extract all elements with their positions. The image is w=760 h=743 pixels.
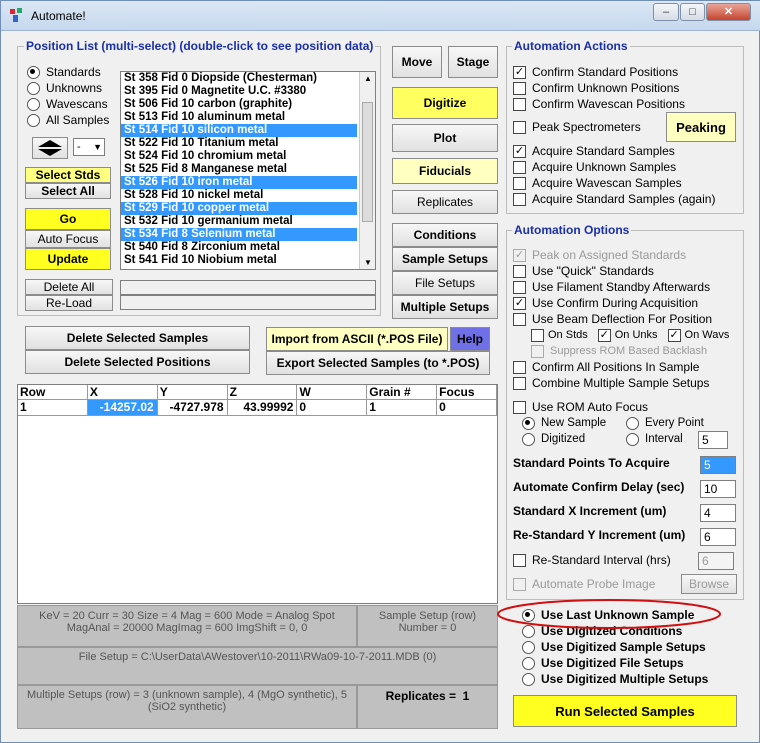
go-button[interactable]: Go [25, 208, 111, 230]
cell-focus[interactable]: 0 [437, 400, 497, 415]
minimize-icon[interactable]: – [653, 3, 679, 21]
std-x-field[interactable]: 4 [700, 504, 736, 522]
list-item[interactable]: St 358 Fid 0 Diopside (Chesterman) [124, 72, 317, 84]
acquire-checks [513, 143, 715, 207]
update-button[interactable]: Update [25, 248, 111, 270]
col-x-header: X [88, 385, 158, 399]
grid-header [18, 385, 497, 400]
cell-w[interactable]: 0 [297, 400, 367, 415]
use-digitized-conditions[interactable]: Use Digitized Conditions [522, 623, 708, 639]
run-selected-samples-button[interactable]: Run Selected Samples [513, 695, 737, 727]
radio-unknowns[interactable]: Unknowns [27, 80, 109, 96]
select-all-button[interactable]: Select All [25, 183, 111, 199]
checkbox[interactable] [513, 121, 526, 134]
list-item[interactable]: St 524 Fid 10 chromium metal [124, 150, 287, 162]
position-list-title: Position List (multi-select) (double-click to see position data) [26, 39, 374, 53]
list-item[interactable]: St 395 Fid 0 Magnetite U.C. #3380 [124, 85, 307, 97]
spin-arrows-button[interactable] [32, 137, 68, 159]
use-digitized-file-setups[interactable]: Use Digitized File Setups [522, 655, 708, 671]
multiple-setups-info: Multiple Setups (row) = 3 (unknown sample), 4 (MgO synthetic), 5 (SiO2 synthetic) [17, 685, 357, 729]
list-item[interactable]: St 513 Fid 10 aluminum metal [124, 111, 286, 123]
restd-interval[interactable]: Re-Standard Interval (hrs) [513, 552, 671, 568]
sample-setup-info: Sample Setup (row) Number = 0 [357, 605, 498, 647]
radio-indicator[interactable] [27, 82, 40, 95]
checkbox[interactable] [513, 554, 526, 567]
status-field-1 [120, 280, 376, 295]
std-points-field[interactable]: 5 [700, 456, 736, 474]
re-load-button[interactable]: Re-Load [25, 295, 113, 311]
window-title: Automate! [31, 9, 86, 23]
focus-interval[interactable]: Interval [626, 431, 683, 447]
cell-y[interactable]: -4727.978 [158, 400, 228, 415]
confirm-delay-field[interactable]: 10 [700, 480, 736, 498]
use-filament-standby[interactable]: Use Filament Standby Afterwards [513, 279, 712, 295]
use-digitized-multiple-setups[interactable]: Use Digitized Multiple Setups [522, 671, 708, 687]
scroll-thumb[interactable] [362, 102, 373, 222]
use-beam-deflection[interactable]: Use Beam Deflection For Position [513, 311, 712, 327]
radio-indicator[interactable] [522, 673, 535, 686]
list-item[interactable]: St 529 Fid 10 copper metal [121, 202, 357, 215]
restd-interval-field[interactable]: 6 [698, 552, 734, 570]
replicates-value: 1 [462, 689, 470, 703]
checkbox[interactable] [513, 401, 526, 414]
delete-all-button[interactable]: Delete All [25, 279, 113, 295]
browse-button[interactable]: Browse [681, 574, 737, 594]
replicates-info [357, 685, 498, 729]
on-wavs-checkbox[interactable]: ✓ [669, 328, 679, 341]
up-down-arrow-icon [35, 139, 65, 157]
checkbox[interactable]: ✓ [514, 144, 525, 157]
import-ascii-button[interactable]: Import from ASCII (*.POS File) [266, 327, 448, 351]
radio-indicator[interactable] [522, 641, 535, 654]
sample-setups-button[interactable]: Sample Setups [392, 247, 498, 271]
restd-y-label: Re-Standard Y Increment (um) [513, 528, 686, 542]
radio-standards[interactable]: Standards [27, 64, 109, 80]
automation-options-title: Automation Options [514, 223, 630, 237]
cell-grain[interactable]: 1 [367, 400, 437, 415]
checkbox[interactable] [513, 177, 526, 190]
radio-indicator[interactable] [522, 417, 535, 430]
list-item[interactable]: St 528 Fid 10 nickel metal [124, 189, 264, 201]
use-confirm-during-acquisition[interactable]: ✓ Use Confirm During Acquisition [514, 296, 699, 310]
acquire-wavescan-samples[interactable]: Acquire Wavescan Samples [513, 175, 715, 191]
list-item[interactable]: St 522 Fid 10 Titanium metal [124, 137, 279, 149]
select-stds-button[interactable]: Select Stds [25, 167, 111, 183]
digitize-button[interactable]: Digitize [392, 87, 498, 119]
acquire-unknown-samples[interactable]: Acquire Unknown Samples [513, 159, 715, 175]
replicates-label: Replicates = [385, 689, 456, 703]
multiple-setups-button[interactable]: Multiple Setups [392, 295, 498, 319]
help-button[interactable]: Help [450, 327, 490, 351]
use-digitized-sample-setups[interactable]: Use Digitized Sample Setups [522, 639, 708, 655]
cell-row[interactable]: 1 [18, 400, 88, 415]
replicates-button[interactable]: Replicates [392, 190, 498, 214]
close-icon[interactable]: ✕ [706, 3, 751, 21]
list-item[interactable]: St 514 Fid 10 silicon metal [121, 124, 357, 137]
list-item[interactable]: St 532 Fid 10 germanium metal [124, 215, 293, 227]
scroll-up-icon[interactable]: ▲ [364, 74, 372, 83]
col-focus-header: Focus [437, 385, 497, 399]
precision-dropdown[interactable]: - ▼ [73, 138, 105, 156]
col-y-header: Y [158, 385, 228, 399]
file-setup-info: File Setup = C:\UserData\AWestover\10-2011\RWa09-10-7-2011.MDB (0) [17, 647, 498, 685]
focus-new-sample[interactable]: New Sample [522, 415, 606, 431]
checkbox[interactable] [513, 193, 526, 206]
title-bar [1, 1, 760, 31]
checkbox[interactable]: ✓ [514, 248, 525, 261]
confirm-wavescan-positions[interactable]: Confirm Wavescan Positions [513, 96, 685, 112]
std-x-label: Standard X Increment (um) [513, 504, 667, 518]
delete-selected-positions-button[interactable]: Delete Selected Positions [25, 350, 250, 374]
acquire-standard-samples[interactable]: ✓ Acquire Standard Samples [514, 144, 675, 158]
checkbox[interactable] [513, 361, 526, 374]
col-w-header: W [297, 385, 367, 399]
use-last-unknown-sample[interactable]: Use Last Unknown Sample [522, 607, 708, 623]
position-data-grid[interactable] [17, 384, 498, 604]
peak-on-assigned-standards[interactable]: ✓ Peak on Assigned Standards [514, 248, 687, 262]
conditions-info: KeV = 20 Curr = 30 Size = 4 Mag = 600 Mode = Analog Spot MagAnal = 20000 MagImag = 600 ImgShift = 0, 0 [17, 605, 357, 647]
checkbox[interactable] [513, 578, 526, 591]
confirm-all-positions[interactable]: Confirm All Positions In Sample [513, 359, 699, 375]
radio-indicator[interactable] [626, 433, 639, 446]
col-row-header: Row [18, 385, 88, 399]
checkbox[interactable]: ✓ [514, 65, 525, 78]
focus-digitized[interactable]: Digitized [522, 431, 585, 447]
chevron-down-icon: ▼ [93, 142, 102, 152]
sample-type-radios [27, 64, 109, 128]
export-selected-button[interactable]: Export Selected Samples (to *.POS) [266, 351, 490, 375]
cell-z[interactable]: 43.99992 [228, 400, 298, 415]
std-points-label: Standard Points To Acquire [513, 456, 670, 470]
scroll-down-icon[interactable]: ▼ [364, 258, 372, 267]
radio-all-samples[interactable]: All Samples [27, 112, 109, 128]
col-z-header: Z [228, 385, 298, 399]
radio-indicator[interactable] [27, 114, 40, 127]
checkbox[interactable] [513, 313, 526, 326]
conditions-button[interactable]: Conditions [392, 223, 498, 247]
radio-indicator[interactable] [27, 98, 40, 111]
automation-actions-title: Automation Actions [514, 39, 628, 53]
list-item[interactable]: St 534 Fid 8 Selenium metal [121, 228, 357, 241]
on-unks-checkbox[interactable]: ✓ [599, 328, 609, 341]
combine-multiple-setups[interactable]: Combine Multiple Sample Setups [513, 375, 709, 391]
checkbox[interactable]: ✓ [514, 296, 525, 309]
radio-indicator[interactable] [522, 657, 535, 670]
list-item[interactable]: St 506 Fid 10 carbon (graphite) [124, 98, 293, 110]
confirm-unknown-positions[interactable]: Confirm Unknown Positions [513, 80, 685, 96]
use-rom-auto-focus[interactable]: Use ROM Auto Focus [513, 399, 648, 415]
auto-focus-button[interactable]: Auto Focus [25, 230, 111, 248]
position-list-items [121, 72, 357, 267]
peaking-button[interactable]: Peaking [666, 112, 736, 142]
radio-indicator[interactable] [522, 433, 535, 446]
app-icon [9, 7, 25, 23]
list-item[interactable]: St 525 Fid 8 Manganese metal [124, 163, 287, 175]
move-button[interactable]: Move [392, 46, 442, 78]
position-listbox[interactable] [120, 71, 376, 270]
confirm-delay-label: Automate Confirm Delay (sec) [513, 480, 685, 494]
fiducials-button[interactable]: Fiducials [392, 158, 498, 184]
use-quick-standards[interactable]: Use "Quick" Standards [513, 263, 712, 279]
focus-every-point[interactable]: Every Point [626, 415, 704, 431]
checkbox[interactable] [513, 281, 526, 294]
checkbox[interactable] [513, 377, 526, 390]
table-row[interactable] [18, 400, 497, 416]
status-field-2 [120, 295, 376, 310]
checkbox[interactable] [531, 345, 544, 358]
stage-button[interactable]: Stage [448, 46, 498, 78]
radio-indicator[interactable] [626, 417, 639, 430]
suppress-rom-backlash[interactable]: Suppress ROM Based Backlash [531, 343, 707, 359]
plot-button[interactable]: Plot [392, 124, 498, 152]
checkbox[interactable] [513, 265, 526, 278]
restd-y-field[interactable]: 6 [700, 528, 736, 546]
on-stds-checkbox[interactable] [531, 329, 544, 342]
checkbox[interactable] [513, 161, 526, 174]
file-setups-button[interactable]: File Setups [392, 271, 498, 295]
acquire-standard-again[interactable]: Acquire Standard Samples (again) [513, 191, 715, 207]
checkbox[interactable] [513, 82, 526, 95]
col-grain-header: Grain # [367, 385, 437, 399]
list-scrollbar[interactable] [359, 72, 375, 269]
radio-indicator[interactable] [27, 66, 40, 79]
deflection-subs: On Stds ✓ On Unks ✓ On Wavs [531, 327, 729, 343]
radio-wavescans[interactable]: Wavescans [27, 96, 109, 112]
list-item[interactable]: St 526 Fid 10 iron metal [121, 176, 357, 189]
maximize-icon[interactable]: □ [680, 3, 705, 21]
confirm-standard-positions[interactable]: ✓ Confirm Standard Positions [514, 65, 679, 79]
interval-field[interactable]: 5 [698, 431, 728, 449]
option-checks [513, 247, 712, 327]
automate-probe-image[interactable]: Automate Probe Image [513, 576, 655, 592]
delete-selected-samples-button[interactable]: Delete Selected Samples [25, 326, 250, 350]
list-item[interactable]: St 540 Fid 8 Zirconium metal [124, 241, 280, 253]
peak-spectrometers[interactable]: Peak Spectrometers [513, 119, 641, 135]
cell-x[interactable]: -14257.02 [88, 400, 158, 415]
checkbox[interactable] [513, 98, 526, 111]
confirm-checks [513, 64, 685, 112]
list-item[interactable]: St 541 Fid 10 Niobium metal [124, 254, 277, 266]
highlight-ellipse [495, 597, 723, 631]
